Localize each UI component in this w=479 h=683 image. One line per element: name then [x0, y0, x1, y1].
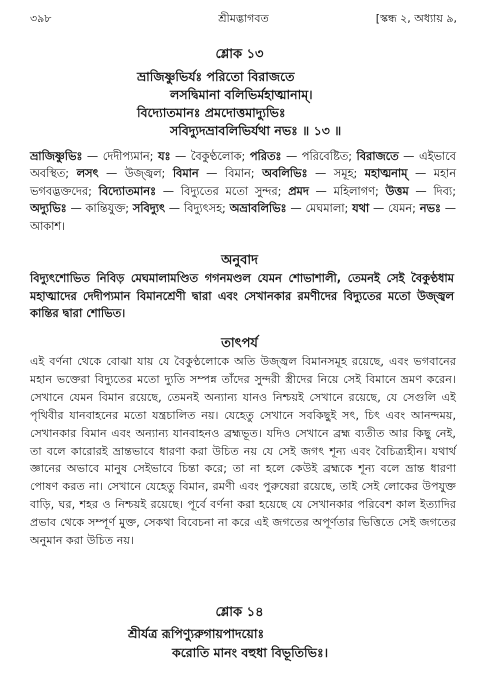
synonym-word: ভ্রাজিষ্ণুভিঃ	[30, 150, 83, 163]
purport-text: এই বর্ণনা থেকে বোঝা যায় যে বৈকুণ্ঠলোকে অতি উজ্জ্বল বিমানসমূহ রয়েছে, এবং ভগবানের মহান ভক্তেরা বিদ্যুতের মতো দ্যুতি সম্পন্ন তাঁদের সুন্দরী স্ত্রীদের নিয়ে সেই বিমানে ভ্রমণ করেন। সেখানে যেমন বিমান রয়েছে, তেমনই অন্যান্য যানও নিশ্চয়ই সেখানে রয়েছে, যে সেগুলি এই পৃথিবীর যানবাহনের মতো যন্ত্রচালিত নয়। যেহেতু সেখানে সবকিছুই সৎ, চিৎ এবং আনন্দময়, সেখানকার বিমান এবং অন্যান্য যানবাহনও ব্রহ্মভূত। যদিও সেখানে ব্রহ্ম ব্যতীত আর কিছু নেই, তা বলে কারোরই ভ্রান্তভাবে ধারণা করা উচিত নয় যে সেই জগৎ শূন্য এবং বৈচিত্র্যহীন। যথার্থ জ্ঞানের অভাবে মানুষ সেইভাবে চিন্তা করে; তা না হলে কেউই ব্রহ্মকে শূন্য বলে ভ্রান্ত ধারণা পোষণ করত না। সেখানে যেহেতু বিমান, রমণী এবং পুরুষেরা রয়েছে, তাই সেই লোকের উপযুক্ত বাড়ি, ঘর, শহর ও নিশ্চয়ই রয়েছে। পূর্বে বর্ণনা করা হয়েছে যে সেখানকার পরিবেশ কাল ইত্যাদির প্রভাব থেকে সম্পূর্ণ মুক্ত, সেকথা বিবেচনা না করে এই জগতের অপূর্ণতার ভিত্তিতে সেই জগতের অনুমান করা উচিত নয়।	[30, 355, 456, 548]
synonym-word: অভ্রাবলিভিঃ	[229, 202, 287, 216]
synonym-word: অদ্যুভিঃ	[30, 202, 67, 216]
verse-13-sanskrit-line-3: বিদ্যোতমানঃ প্রমদোত্তমাদ্যুভিঃ	[137, 105, 286, 120]
synonym-meaning: মহিলাগণ	[333, 184, 375, 198]
page-header	[30, 10, 457, 26]
verse-14-heading: শ্লোক ১৪	[215, 605, 264, 620]
synonym-meaning: মহান ভগবদ্ভক্তদের	[30, 167, 456, 198]
synonym-meaning: কান্তিযুক্ত	[85, 202, 126, 216]
synonym-meaning: বিদ্যুতের মতো সুন্দর	[180, 184, 278, 198]
page-number: ৩৯৮	[30, 12, 52, 25]
synonym-meaning: দিব্য	[433, 184, 453, 198]
synonym-word: যঃ	[157, 150, 171, 163]
synonym-meaning: আকাশ	[30, 219, 62, 233]
synonym-meaning: মেঘমালা	[305, 202, 345, 216]
synonym-word: মহাত্মনাম্	[364, 167, 408, 181]
verse-14-sanskrit-line-2: করোতি মানং বহুধা বিভূতিভিঃ।	[172, 645, 329, 660]
purport-title: তাৎপর্য	[221, 336, 258, 351]
synonym-word: বিমান	[172, 167, 199, 181]
verse-13-sanskrit-line-1: ভ্রাজিষ্ণুভির্যঃ পরিতো বিরাজতে	[137, 69, 295, 84]
synonym-meaning: এইভাবে অবস্থিত	[30, 150, 456, 181]
synonym-word: পরিতঃ	[249, 150, 282, 163]
synonym-word: সবিদ্যুৎ	[132, 202, 166, 216]
synonym-meaning: বিদ্যুৎসহ	[183, 202, 223, 216]
synonym-meaning: দেদীপ্যমান	[102, 150, 150, 163]
synonym-meaning: সমূহ	[333, 167, 354, 181]
synonym-word: উত্তম	[385, 184, 409, 198]
verse-13-heading: শ্লোক ১৩	[215, 47, 264, 62]
book-title: শ্রীমদ্ভাগবত	[218, 12, 269, 25]
synonym-meaning: উজ্জ্বল	[124, 167, 162, 181]
verse-14-sanskrit-line-1: শ্রীর্যত্র রূপিণ্যুরুগায়পাদয়োঃ	[128, 626, 265, 641]
synonym-word: যথা	[352, 202, 370, 216]
synonym-word: বিদ্যোতমানঃ	[98, 184, 156, 198]
synonym-word: নভঃ	[419, 202, 441, 216]
synonym-word: অবলিভিঃ	[262, 167, 308, 181]
word-for-word-synonyms: ভ্রাজিষ্ণুভিঃ — দেদীপ্যমান; যঃ — বৈকুণ্ঠলোক; পরিতঃ — পরিবেষ্টিত; বিরাজতে — এইভাবে অবস্থিত; লসৎ — উজ্জ্বল; বিমান — বিমান; অবলিভিঃ — সমূহ; মহাত্মনাম্ — মহান ভগবদ্ভক্তদের; বিদ্যোতমানঃ — বিদ্যুতের মতো সুন্দর; প্রমদ — মহিলাগণ; উত্তম — দিব্য; অদ্যুভিঃ — কান্তিযুক্ত; সবিদ্যুৎ — বিদ্যুৎসহ; অভ্রাবলিভিঃ — মেঘমালা; যথা — যেমন; নভঃ — আকাশ।	[30, 150, 456, 233]
verse-13-sanskrit-line-4: সবিদ্যুদভ্রাবলিভির্যথা নভঃ ॥ ১৩ ॥	[170, 123, 342, 138]
synonym-word: বিরাজতে	[356, 150, 399, 163]
synonym-meaning: বৈকুণ্ঠলোক	[190, 150, 242, 163]
verse-13-sanskrit-line-2: লসদ্বিমানা বলিভির্মহাত্মানাম্।	[170, 87, 313, 102]
chapter-reference: [স্কন্ধ ২, অধ্যায় ৯,	[375, 12, 457, 25]
synonym-meaning: বিমান	[224, 167, 251, 181]
synonym-meaning: পরিবেষ্টিত	[301, 150, 349, 163]
translation-title: অনুবাদ	[221, 253, 258, 268]
translation-text: বিদ্যুৎশোভিত নিবিড় মেঘমালামণ্ডিত গগনমণ্ডল যেমন শোভাশালী, তেমনই সেই বৈকুণ্ঠধাম মহাত্মাদের দেদীপ্যমান বিমানশ্রেণী দ্বারা এবং সেখানকার রমণীদের বিদ্যুতের মতো উজ্জ্বল কান্তির দ্বারা শোভিত।	[30, 271, 454, 321]
synonym-word: লসৎ	[76, 167, 99, 181]
synonym-meaning: যেমন	[388, 202, 413, 216]
synonym-word: প্রমদ	[288, 184, 309, 198]
